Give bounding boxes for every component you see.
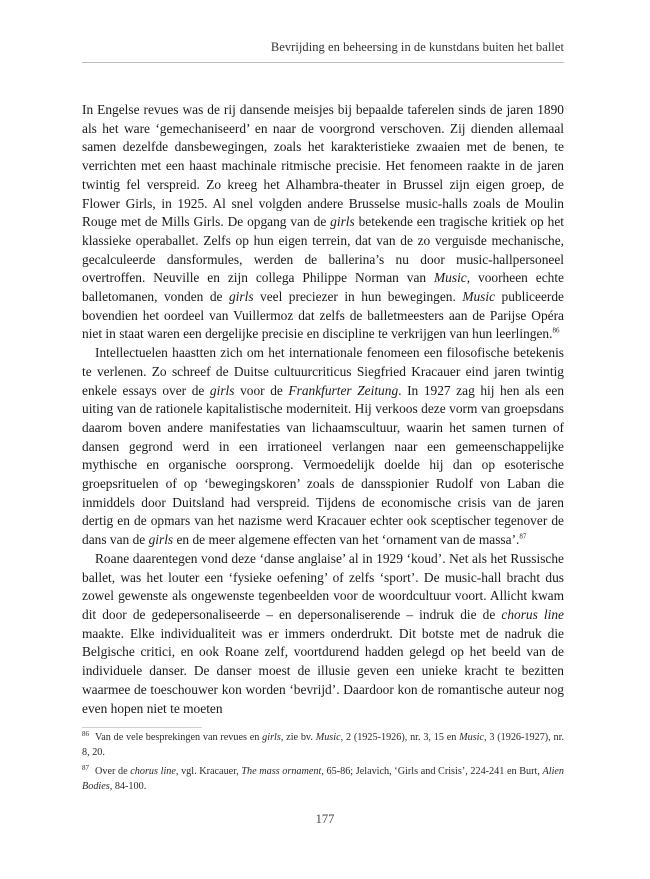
body-text — [82, 101, 564, 718]
text-run: veel preciezer in hun bewegingen. — [253, 289, 463, 305]
paragraph — [82, 550, 564, 718]
italic-text: girls — [148, 532, 174, 548]
footnote-rule — [82, 727, 202, 728]
italic-text: Frankfurter Zeitung — [288, 382, 399, 398]
paragraph — [82, 101, 564, 344]
text-run: Over de — [95, 766, 131, 778]
italic-text: Music — [434, 270, 467, 286]
text-run: publiceerde bovendien het oordeel van Vuillermoz dat zelfs de balletmeesters aan de Parijse Opéra niet in staat waren een dergelijke precisie en discipline te verkrijgen van hun leerlingen. — [82, 289, 564, 342]
footnote-number: 87 — [82, 763, 89, 772]
text-run: en de meer algemene effecten van het ‘ornament van de massa’. — [173, 532, 520, 548]
footnote-text — [82, 763, 565, 792]
text-run: . In 1927 zag hij hen als een uiting van de rationele kapitalistische moderniteit. Hij verkoos deze vorm van groepsdans daarom boven andere manifestaties van lichaamscultuur, waarin het samen turnen of dansen gegrond werd in een irrationeel verlangen naar een gemeenschappelijke mythische en organische oorsprong. Vermoedelijk doelde hij dan op esoterische groepsrituelen of op ‘bewegingskoren’ zoals de dansspionier Rudolf von Laban die inmiddels door Duitsland had verspreid. Tijdens de economische crisis van de jaren dertig en de opmars van het nazisme werd Kracauer echter ook sceptischer tegenover de dans van de — [82, 382, 565, 548]
text-run: Intellectuelen haastten zich om het internationale fenomeen een filosofische betekenis te verlenen. Zo schreef de Duitse cultuurcriticus Siegfried Kracauer eind jaren twintig enkele essays over de — [82, 345, 564, 398]
text-run: Roane daarentegen vond deze ‘danse anglaise’ al in 1929 ‘koud’. Net als het Russische ballet, was het louter een ‘fysieke oefening’ of zelfs ‘sport’. De music-hall bracht dus zowel gewenste als ongewenste tegenbeelden voor de woordcultuur voort. Allicht kwam dit door de gedepersonaliseerde – en depersonaliserende – indruk die de — [82, 550, 564, 622]
italic-text: Music — [462, 289, 496, 305]
text-run: , 65-86; Jelavich, ‘Girls and Crisis’, 224-241 en Burt, — [321, 766, 543, 778]
text-run: maakte. Elke individualiteit was er immers onderdrukt. Dit botste met de nadruk die Belgische critici, en ook Roane zelf, voortdurend hadden gelegd op het beeld van de individuele danser. De danser moest de illusie geven een unieke kracht te bezitten waarmee de toeschouwer kon worden ‘bevrijd’. Daardoor kon de romantische auteur nog even hopen niet te moeten — [82, 625, 564, 716]
footnotes — [82, 731, 564, 799]
text-run: , 84-100. — [109, 780, 147, 792]
text-run: , voorheen echte balletomanen, vonden de — [82, 270, 564, 305]
footnote-reference: 86 — [552, 326, 560, 335]
footnote-text — [82, 729, 564, 758]
text-run: , 3 (1926-1927), nr. 8, 20. — [82, 732, 564, 758]
footnote — [82, 731, 564, 760]
text-run: , zie bv. — [280, 732, 316, 743]
header-rule — [82, 62, 564, 63]
italic-text: girls — [330, 214, 355, 230]
italic-text: Music — [315, 732, 341, 743]
text-run: voor de — [234, 382, 289, 398]
italic-text: girls — [209, 382, 235, 398]
italic-text: chorus line — [501, 606, 564, 622]
italic-text: girls — [228, 289, 254, 305]
italic-text: chorus line — [130, 766, 176, 778]
text-run: , vgl. Kracauer, — [175, 766, 242, 778]
footnote-number: 86 — [82, 729, 89, 738]
page-number: 177 — [315, 812, 335, 826]
footnote — [82, 765, 564, 794]
footnote-reference: 87 — [519, 532, 527, 541]
text-run: Van de vele besprekingen van revues en — [95, 732, 263, 743]
italic-text: The mass ornament — [241, 766, 322, 778]
paragraph — [82, 344, 564, 550]
italic-text: Alien Bodies — [82, 766, 565, 792]
text-run: betekende een tragische kritiek op het klassieke operaballet. Zelfs op hun eigen terrein, dat van de zo verguisde mechanische, gecalculeerde dansformules, werden de ballerina’s nu door music-hallpersoneel overtroffen. Neuville en zijn collega Philippe Norman van — [82, 214, 564, 286]
text-run: In Engelse revues was de rij dansende meisjes bij bepaalde taferelen sinds de jaren 1890 als het ware ‘gemechaniseerd’ en naar de voorgrond verschoven. Zij dienden allemaal samen dezelfde dansbewegingen, zoals het karakteristieke zwaaien met de benen, te verrichten met een haast machinale ritmische precisie. Het fenomeen raakte in de jaren twintig fel verspreid. Zo kreeg het Alhambra-theater in Brussel zijn eigen groep, de Flower Girls, in 1925. Al snel volgden andere Brusselse music-halls zoals de Moulin Rouge met de Mills Girls. De opgang van de — [82, 102, 564, 230]
running-header: Bevrijding en beheersing in de kunstdans buiten het ballet — [270, 40, 564, 54]
italic-text: girls — [262, 732, 281, 743]
text-run: , 2 (1925-1926), nr. 3, 15 en — [340, 732, 460, 743]
italic-text: Music — [459, 732, 485, 743]
